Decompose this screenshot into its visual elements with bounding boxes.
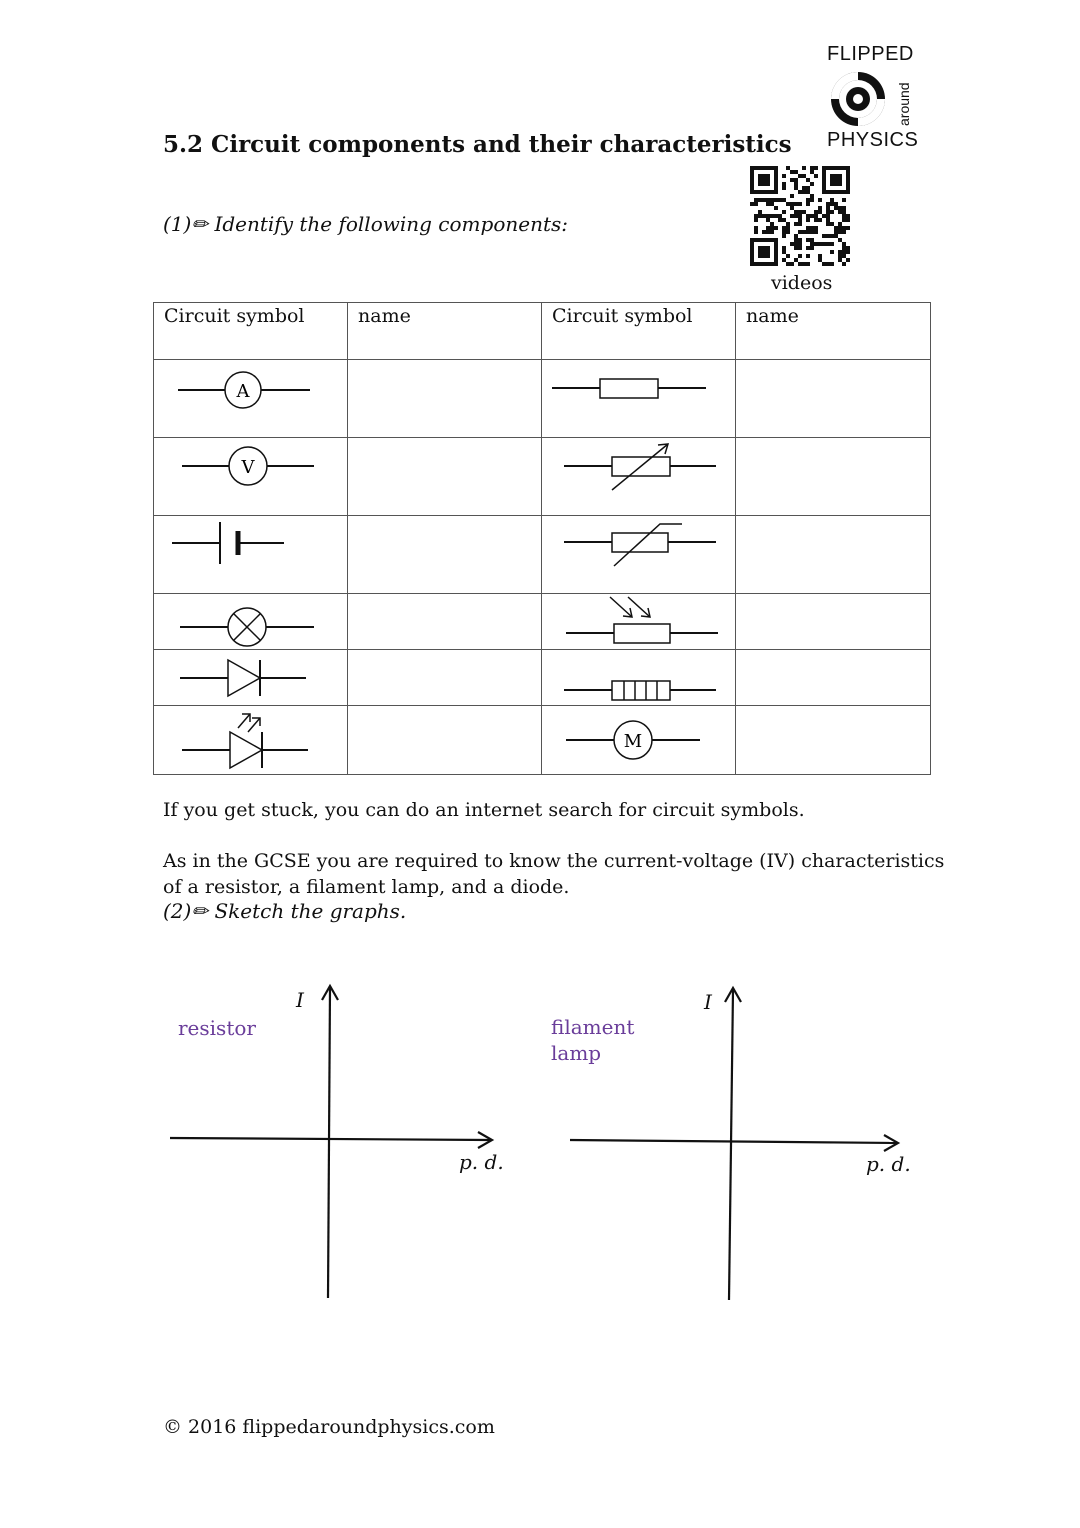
- hint-paragraph: If you get stuck, you can do an internet search for circuit symbols.: [163, 799, 805, 821]
- name-answer-cell[interactable]: [348, 360, 542, 438]
- logo-text-around: around: [896, 82, 912, 126]
- voltmeter-letter: V: [241, 457, 255, 478]
- symbol-cell: [542, 438, 736, 516]
- name-answer-cell[interactable]: [736, 706, 931, 775]
- table-row: [154, 360, 931, 438]
- name-answer-cell[interactable]: [348, 594, 542, 650]
- task-1-instruction: (1)✏ Identify the following components:: [163, 212, 568, 236]
- symbol-cell: [542, 360, 736, 438]
- motor-letter: M: [623, 731, 643, 752]
- table-row: [154, 594, 931, 650]
- symbol-cell: [154, 706, 348, 775]
- symbol-cell: [154, 360, 348, 438]
- graph-label-resistor: resistor: [178, 1016, 256, 1040]
- name-answer-cell[interactable]: [736, 438, 931, 516]
- symbol-cell: [154, 650, 348, 706]
- qr-caption: videos: [771, 272, 833, 294]
- symbol-cell: [154, 594, 348, 650]
- graph-1-y-axis-label: I: [296, 988, 304, 1012]
- resistor-symbol-icon: [542, 360, 736, 437]
- graph-2-axes[interactable]: [562, 980, 912, 1310]
- name-answer-cell[interactable]: [348, 650, 542, 706]
- header-name-2: name: [736, 303, 931, 360]
- footer-copyright: © 2016 flippedaroundphysics.com: [163, 1416, 495, 1438]
- thermistor-symbol-icon: [542, 516, 736, 593]
- header-circuit-symbol-1: Circuit symbol: [154, 303, 348, 360]
- name-answer-cell[interactable]: [736, 594, 931, 650]
- header-circuit-symbol-2: Circuit symbol: [542, 303, 736, 360]
- graph-2-x-axis-label: p. d.: [866, 1152, 911, 1176]
- motor-symbol-icon: [542, 706, 736, 774]
- name-answer-cell[interactable]: [736, 516, 931, 594]
- iv-paragraph-line-1: [163, 848, 944, 874]
- name-answer-cell[interactable]: [736, 360, 931, 438]
- logo-text-flipped: FLIPPED: [827, 43, 914, 65]
- name-answer-cell[interactable]: [348, 706, 542, 775]
- name-answer-cell[interactable]: [348, 438, 542, 516]
- name-answer-cell[interactable]: [736, 650, 931, 706]
- symbol-cell: [154, 438, 348, 516]
- graph-1-x-axis-label: p. d.: [459, 1150, 504, 1174]
- table-header-row: [154, 303, 931, 360]
- table-row: [154, 706, 931, 775]
- iv-paragraph-line-2: of a resistor, a filament lamp, and a diode.: [163, 876, 570, 898]
- led-symbol-icon: [154, 706, 348, 774]
- ammeter-symbol-icon: [154, 360, 348, 437]
- iv-paragraph-line-1-text: As in the GCSE you are required to know the current-voltage (IV) characteristics: [163, 850, 945, 872]
- logo-text-physics: PHYSICS: [827, 129, 919, 151]
- ammeter-letter: A: [236, 381, 250, 402]
- cell-symbol-icon: [154, 516, 348, 593]
- task-2-instruction: (2)✏ Sketch the graphs.: [163, 899, 407, 923]
- name-answer-cell[interactable]: [348, 516, 542, 594]
- graph-label-filament: filament: [551, 1015, 635, 1039]
- diode-symbol-icon: [154, 650, 348, 705]
- symbol-cell: [542, 594, 736, 650]
- graph-1-axes[interactable]: [160, 980, 510, 1310]
- symbol-cell: [542, 650, 736, 706]
- voltmeter-symbol-icon: [154, 438, 348, 515]
- variable-resistor-symbol-icon: [542, 438, 736, 515]
- graph-2-y-axis-label: I: [704, 990, 712, 1014]
- graph-label-lamp: lamp: [551, 1041, 602, 1065]
- components-table: [153, 302, 931, 775]
- symbol-cell: [542, 706, 736, 775]
- symbol-cell: [154, 516, 348, 594]
- page-title: 5.2 Circuit components and their characteristics: [163, 131, 792, 158]
- symbol-cell: [542, 516, 736, 594]
- heater-symbol-icon: [542, 650, 736, 705]
- ldr-symbol-icon: [542, 594, 736, 649]
- lamp-symbol-icon: [154, 594, 348, 649]
- table-row: [154, 438, 931, 516]
- table-row: [154, 516, 931, 594]
- table-row: [154, 650, 931, 706]
- qr-code-icon[interactable]: [750, 166, 852, 268]
- header-name-1: name: [348, 303, 542, 360]
